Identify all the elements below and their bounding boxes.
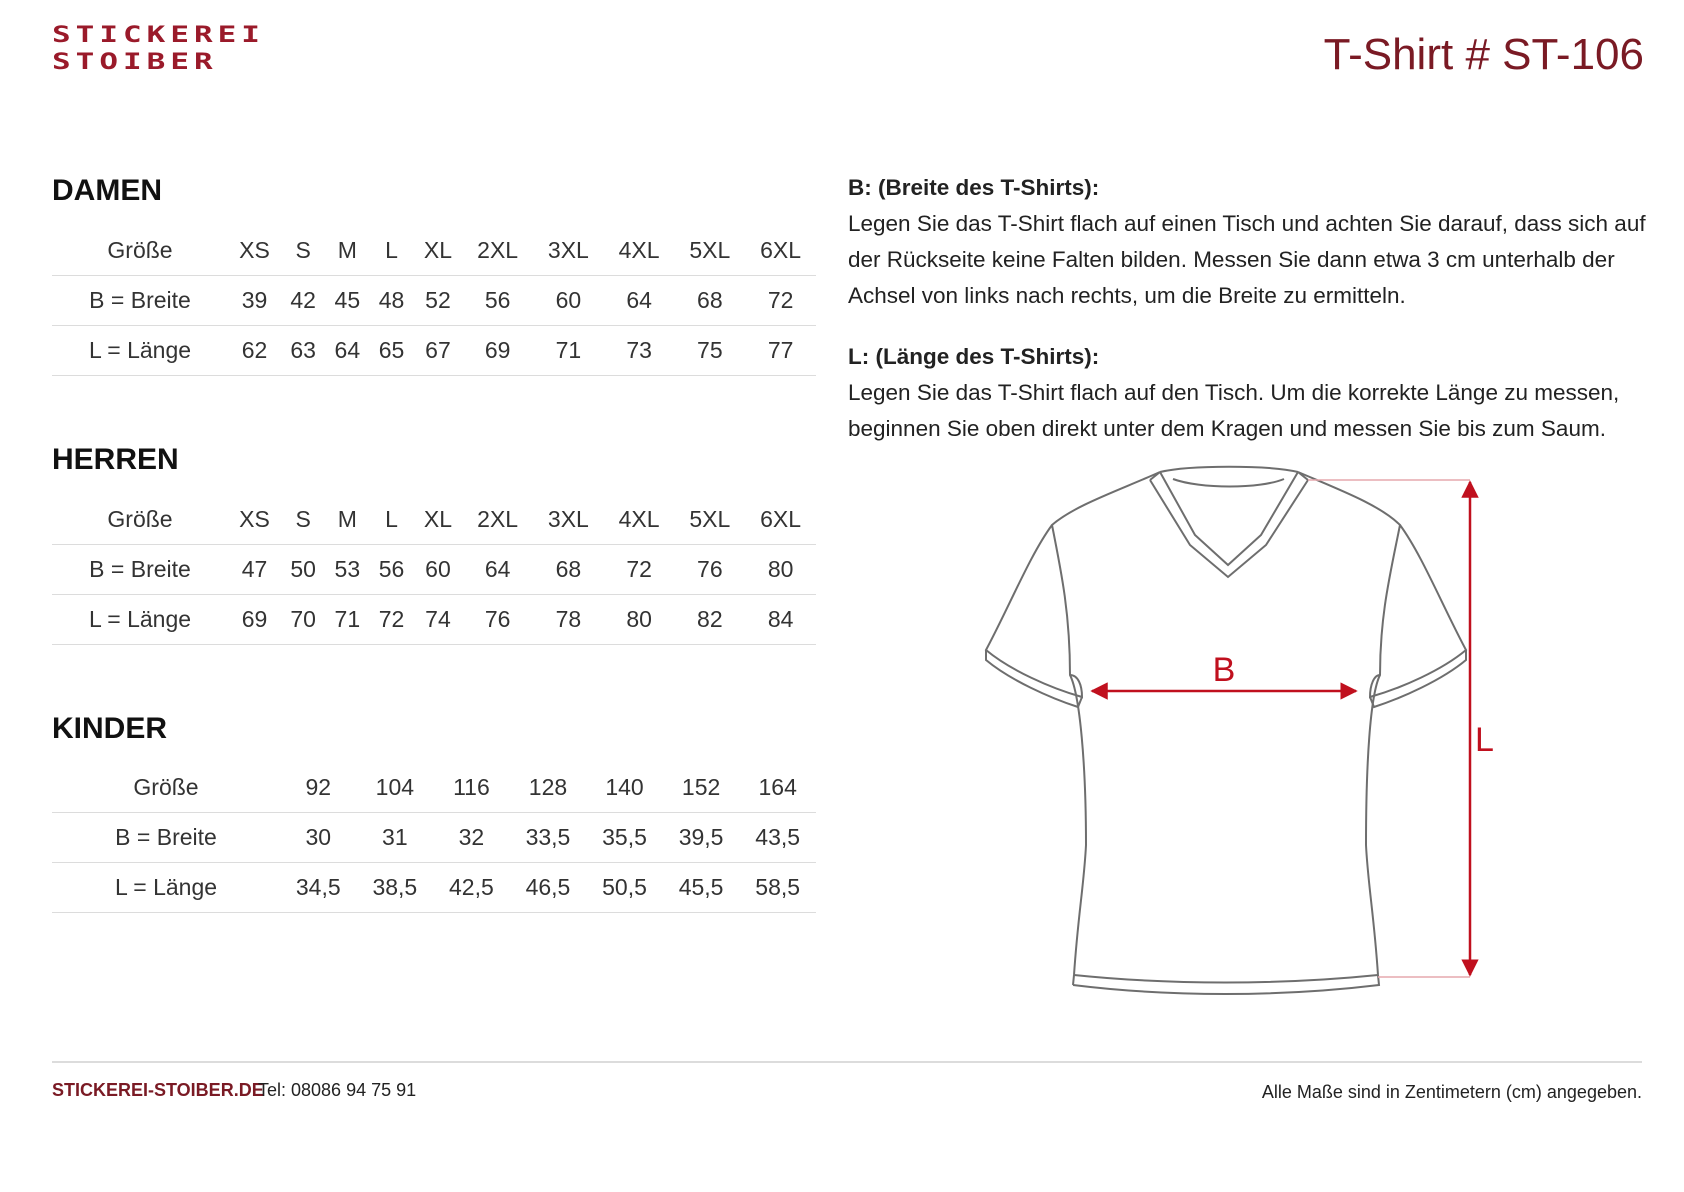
size-cell: 64 [325, 326, 369, 376]
row-label: L = Länge [52, 863, 280, 913]
size-cell: 74 [414, 595, 463, 645]
size-cell: XS [228, 495, 281, 545]
size-cell: 68 [533, 545, 604, 595]
size-cell: 39 [228, 276, 281, 326]
size-cell: XS [228, 226, 281, 276]
table-row [52, 276, 816, 326]
row-label: Größe [52, 763, 280, 813]
size-cell: 6XL [745, 495, 816, 545]
length-text: Legen Sie das T-Shirt flach auf den Tisch. Um die korrekte Länge zu messen, beginnen Sie oben direkt unter dem Kragen und messen Sie bis zum Saum. [848, 380, 1620, 441]
size-cell: 128 [510, 763, 587, 813]
size-cell: 58,5 [739, 863, 816, 913]
size-cell: 71 [533, 326, 604, 376]
size-cell: 4XL [604, 226, 675, 276]
size-cell: S [281, 226, 325, 276]
size-cell: 38,5 [357, 863, 434, 913]
size-cell: 5XL [674, 495, 745, 545]
size-cell: 116 [433, 763, 510, 813]
size-cell: 3XL [533, 226, 604, 276]
logo-line-1: STICKEREI [52, 21, 265, 48]
size-cell: XL [414, 495, 463, 545]
size-cell: 3XL [533, 495, 604, 545]
size-cell: 2XL [462, 495, 533, 545]
section-title-kinder: KINDER [52, 712, 168, 745]
size-cell: 82 [674, 595, 745, 645]
length-heading: L: (Länge des T-Shirts): [848, 344, 1100, 369]
size-cell: 60 [414, 545, 463, 595]
size-cell: 164 [739, 763, 816, 813]
size-table-kinder [52, 763, 816, 913]
size-cell: 47 [228, 545, 281, 595]
size-cell: 68 [674, 276, 745, 326]
size-cell: 80 [604, 595, 675, 645]
row-label: L = Länge [52, 595, 228, 645]
size-cell: 69 [228, 595, 281, 645]
size-cell: 33,5 [510, 813, 587, 863]
size-cell: 45,5 [663, 863, 740, 913]
row-label: L = Länge [52, 326, 228, 376]
size-cell: 39,5 [663, 813, 740, 863]
size-cell: 78 [533, 595, 604, 645]
size-cell: 4XL [604, 495, 675, 545]
length-instructions [848, 339, 1648, 447]
size-cell: 72 [745, 276, 816, 326]
table-header-row [52, 226, 816, 276]
table-row [52, 545, 816, 595]
size-cell: 32 [433, 813, 510, 863]
size-cell: 64 [462, 545, 533, 595]
size-cell: 80 [745, 545, 816, 595]
table-header-row [52, 495, 816, 545]
size-cell: 60 [533, 276, 604, 326]
size-cell: 42,5 [433, 863, 510, 913]
size-cell: 64 [604, 276, 675, 326]
size-cell: 67 [414, 326, 463, 376]
size-cell: M [325, 226, 369, 276]
size-cell: M [325, 495, 369, 545]
size-cell: 56 [462, 276, 533, 326]
footer-divider [52, 1061, 1642, 1063]
size-table-damen [52, 226, 816, 376]
size-cell: 77 [745, 326, 816, 376]
section-title-herren: HERREN [52, 443, 179, 476]
size-cell: 31 [357, 813, 434, 863]
size-cell: 50,5 [586, 863, 663, 913]
tshirt-measurement-diagram [970, 465, 1530, 1005]
size-cell: 70 [281, 595, 325, 645]
footer-phone: Tel: 08086 94 75 91 [258, 1080, 417, 1100]
size-cell: 45 [325, 276, 369, 326]
row-label: B = Breite [52, 545, 228, 595]
length-label: L [1475, 721, 1494, 759]
width-label: B [1212, 651, 1236, 689]
size-cell: 76 [674, 545, 745, 595]
row-label: B = Breite [52, 813, 280, 863]
size-cell: 46,5 [510, 863, 587, 913]
size-cell: 63 [281, 326, 325, 376]
width-heading: B: (Breite des T-Shirts): [848, 175, 1100, 200]
size-cell: 42 [281, 276, 325, 326]
document-title: T-Shirt # ST-106 [1323, 30, 1644, 79]
tshirt-outline-icon [986, 467, 1466, 994]
row-label: B = Breite [52, 276, 228, 326]
size-cell: 71 [325, 595, 369, 645]
size-cell: 72 [604, 545, 675, 595]
size-cell: 34,5 [280, 863, 357, 913]
size-cell: 140 [586, 763, 663, 813]
table-header-row [52, 763, 816, 813]
width-instructions [848, 170, 1648, 314]
row-label: Größe [52, 226, 228, 276]
brand-logo [52, 21, 352, 84]
size-cell: 30 [280, 813, 357, 863]
footer-units-note: Alle Maße sind in Zentimetern (cm) angegeben. [1261, 1082, 1642, 1102]
row-label: Größe [52, 495, 228, 545]
size-cell: 92 [280, 763, 357, 813]
size-cell: 6XL [745, 226, 816, 276]
footer-website-link[interactable]: STICKEREI-STOIBER.DE [52, 1080, 264, 1100]
size-cell: 62 [228, 326, 281, 376]
size-cell: 5XL [674, 226, 745, 276]
size-cell: 56 [369, 545, 413, 595]
size-cell: 69 [462, 326, 533, 376]
size-cell: 152 [663, 763, 740, 813]
size-table-herren [52, 495, 816, 645]
section-title-damen: DAMEN [52, 174, 162, 207]
table-row [52, 595, 816, 645]
size-cell: 52 [414, 276, 463, 326]
size-cell: 53 [325, 545, 369, 595]
size-cell: 104 [357, 763, 434, 813]
size-cell: 50 [281, 545, 325, 595]
logo-line-2: STOIBER [52, 48, 218, 75]
width-text: Legen Sie das T-Shirt flach auf einen Tisch und achten Sie darauf, dass sich auf der Rückseite keine Falten bilden. Messen Sie dann etwa 3 cm unterhalb der Achsel von links nach rechts, um die Breite zu ermitteln. [848, 211, 1646, 308]
size-cell: XL [414, 226, 463, 276]
table-row [52, 813, 816, 863]
size-cell: 2XL [462, 226, 533, 276]
size-cell: 84 [745, 595, 816, 645]
table-row [52, 326, 816, 376]
size-cell: L [369, 495, 413, 545]
size-cell: L [369, 226, 413, 276]
size-cell: 75 [674, 326, 745, 376]
size-cell: 65 [369, 326, 413, 376]
size-cell: 72 [369, 595, 413, 645]
size-cell: 48 [369, 276, 413, 326]
size-cell: S [281, 495, 325, 545]
table-row [52, 863, 816, 913]
size-cell: 35,5 [586, 813, 663, 863]
size-cell: 43,5 [739, 813, 816, 863]
size-cell: 73 [604, 326, 675, 376]
size-cell: 76 [462, 595, 533, 645]
